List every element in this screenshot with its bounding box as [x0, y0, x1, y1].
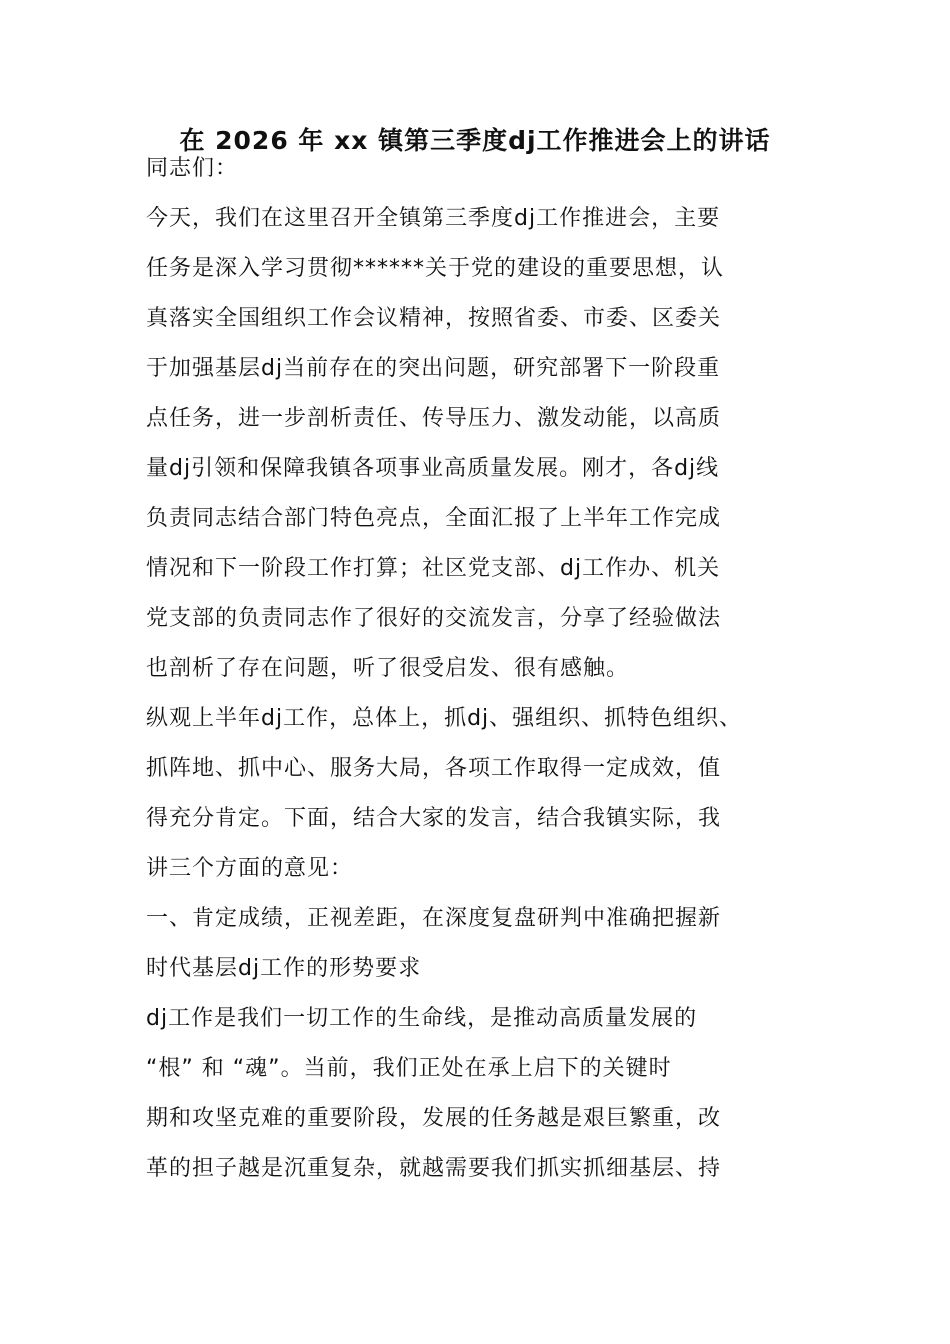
text-line: 于加强基层dj当前存在的突出问题，研究部署下一阶段重	[146, 356, 721, 381]
document-body	[146, 144, 826, 1194]
text-line: 抓阵地、抓中心、服务大局，各项工作取得一定成效，值	[146, 756, 722, 781]
text-line: dj工作是我们一切工作的生命线，是推动高质量发展的	[146, 1006, 698, 1031]
text-line: 讲三个方面的意见：	[146, 856, 354, 881]
text-line: 情况和下一阶段工作打算；社区党支部、dj工作办、机关	[146, 556, 721, 581]
salutation-line: 同志们：	[146, 156, 239, 181]
text-line: 负责同志结合部门特色亮点，全面汇报了上半年工作完成	[146, 506, 722, 531]
text-line: 点任务，进一步剖析责任、传导压力、激发动能，以高质	[146, 406, 722, 431]
text-line: 党支部的负责同志作了很好的交流发言，分享了经验做法	[146, 606, 722, 631]
text-line: 纵观上半年dj工作，总体上，抓dj、强组织、抓特色组织、	[146, 706, 743, 731]
text-line: 量dj引领和保障我镇各项事业高质量发展。刚才，各dj线	[146, 456, 720, 481]
text-line: 得充分肯定。下面，结合大家的发言，结合我镇实际，我	[146, 806, 722, 831]
document-title: 在 2026 年 xx 镇第三季度dj工作推进会上的讲话	[179, 126, 771, 155]
text-line: 也剖析了存在问题，听了很受启发、很有感触。	[146, 656, 630, 681]
section-heading-line: 一、肯定成绩，正视差距，在深度复盘研判中准确把握新	[146, 906, 722, 931]
text-line: 任务是深入学习贯彻******关于党的建设的重要思想，认	[146, 256, 725, 281]
text-line: “根” 和 “魂”。当前，我们正处在承上启下的关键时	[146, 1056, 672, 1081]
text-line: 革的担子越是沉重复杂，就越需要我们抓实抓细基层、持	[146, 1156, 722, 1181]
section-heading-line: 时代基层dj工作的形势要求	[146, 956, 422, 981]
text-line: 今天，我们在这里召开全镇第三季度dj工作推进会，主要	[146, 206, 721, 231]
text-line: 真落实全国组织工作会议精神，按照省委、市委、区委关	[146, 306, 722, 331]
text-line: 期和攻坚克难的重要阶段，发展的任务越是艰巨繁重，改	[146, 1106, 722, 1131]
